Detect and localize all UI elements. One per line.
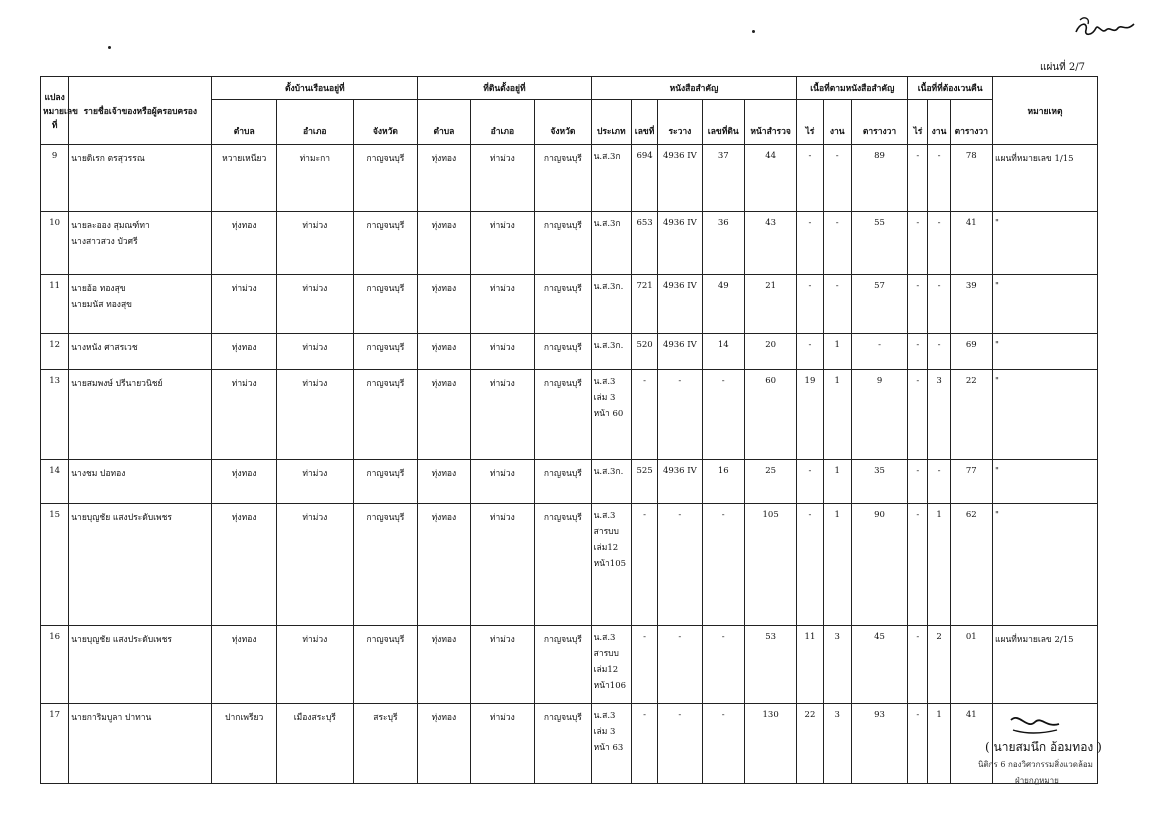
owner-name-line: นายละออง สุมณฑ์ทา xyxy=(71,221,150,232)
doc-type-line: น.ส.3 xyxy=(593,511,616,522)
table-row xyxy=(41,369,1098,459)
res-amphoe-cell: ท่าม่วง xyxy=(276,460,353,504)
res-tambon-cell: ท่าม่วง xyxy=(212,369,277,459)
res-tambon-cell: ทุ่งทอง xyxy=(212,504,277,626)
doc-land-no-cell: 49 xyxy=(702,275,744,334)
doc-type-line: น.ส.3 xyxy=(593,376,616,387)
doc-survey-page-cell: 25 xyxy=(744,460,796,504)
area-doc-rai-cell: - xyxy=(797,504,823,626)
doc-sheet-cell: - xyxy=(658,626,702,704)
owner-name-line: นายบุญชัย แสงประดับเพชร xyxy=(71,513,172,524)
table-row xyxy=(41,460,1098,504)
area-doc-sq-wa-cell: 89 xyxy=(851,145,907,212)
area-doc-sq-wa-cell: 9 xyxy=(851,369,907,459)
owner-name-cell xyxy=(69,704,212,784)
plot-no-cell: 14 xyxy=(41,460,69,504)
doc-number-cell: 721 xyxy=(631,275,657,334)
land-tambon-cell: ทุ่งทอง xyxy=(418,145,470,212)
doc-sheet-cell: 4936 IV xyxy=(658,334,702,370)
doc-type-line: เล่ม 3 xyxy=(593,727,616,738)
doc-type-line: น.ส.3ก xyxy=(593,152,621,162)
area-doc-sq-wa-cell: 35 xyxy=(851,460,907,504)
area-acq-sq-wa-cell: 77 xyxy=(950,460,992,504)
land-amphoe-cell: ท่าม่วง xyxy=(470,275,535,334)
doc-land-no-cell: - xyxy=(702,504,744,626)
scan-speck xyxy=(108,46,111,49)
area-doc-rai-cell: 11 xyxy=(797,626,823,704)
doc-survey-page-cell: 60 xyxy=(744,369,796,459)
land-amphoe-cell: ท่าม่วง xyxy=(470,369,535,459)
doc-type-line: หน้า105 xyxy=(593,559,627,570)
owner-name-line: นายบุญชัย แสงประดับเพชร xyxy=(71,635,172,646)
res-tambon-cell: ทุ่งทอง xyxy=(212,212,277,275)
area-doc-rai-cell: - xyxy=(797,334,823,370)
doc-number-cell: 520 xyxy=(631,334,657,370)
doc-land-no-cell: - xyxy=(702,626,744,704)
res-tambon-cell: ทุ่งทอง xyxy=(212,334,277,370)
owner-name-line: นางหนัง ศาสรเวช xyxy=(71,343,138,354)
col-area-doc-ngan: งาน xyxy=(823,100,851,145)
land-changwat-cell: กาญจนบุรี xyxy=(535,212,591,275)
doc-sheet-cell: - xyxy=(658,369,702,459)
area-acq-ngan-cell: 3 xyxy=(928,369,950,459)
plot-no-cell: 9 xyxy=(41,145,69,212)
doc-type-cell xyxy=(591,626,631,704)
land-amphoe-cell: ท่าม่วง xyxy=(470,334,535,370)
land-changwat-cell: กาญจนบุรี xyxy=(535,369,591,459)
col-owner: รายชื่อเจ้าของหรือผู้ครอบครอง xyxy=(69,77,212,145)
doc-type-line: น.ส.3 xyxy=(593,711,616,722)
res-tambon-cell: ท่าม่วง xyxy=(212,275,277,334)
land-amphoe-cell: ท่าม่วง xyxy=(470,704,535,784)
area-acq-ngan-cell: - xyxy=(928,275,950,334)
res-amphoe-cell: ท่าม่วง xyxy=(276,212,353,275)
owner-name-cell xyxy=(69,369,212,459)
res-changwat-cell: กาญจนบุรี xyxy=(353,369,418,459)
res-changwat-cell: กาญจนบุรี xyxy=(353,212,418,275)
res-amphoe-cell: ท่าม่วง xyxy=(276,275,353,334)
doc-land-no-cell: - xyxy=(702,704,744,784)
col-area-acq-sq-wa: ตารางวา xyxy=(950,100,992,145)
area-acq-rai-cell: - xyxy=(908,334,928,370)
plot-no-cell: 13 xyxy=(41,369,69,459)
table-row xyxy=(41,275,1098,334)
doc-type-line: สารบบ xyxy=(593,649,619,660)
area-doc-ngan-cell: - xyxy=(823,145,851,212)
plot-no-cell: 17 xyxy=(41,704,69,784)
remark-cell: " xyxy=(992,334,1097,370)
doc-type-line: น.ส.3ก. xyxy=(593,282,624,293)
res-tambon-cell: ปากเพรียว xyxy=(212,704,277,784)
land-tambon-cell: ทุ่งทอง xyxy=(418,504,470,626)
owner-name-cell xyxy=(69,212,212,275)
doc-sheet-cell: 4936 IV xyxy=(658,275,702,334)
area-doc-ngan-cell: 3 xyxy=(823,704,851,784)
owner-name-cell xyxy=(69,460,212,504)
area-doc-ngan-cell: 1 xyxy=(823,334,851,370)
remark-cell: " xyxy=(992,369,1097,459)
land-amphoe-cell: ท่าม่วง xyxy=(470,460,535,504)
owner-name-cell xyxy=(69,145,212,212)
area-doc-rai-cell: - xyxy=(797,460,823,504)
col-area-doc-rai: ไร่ xyxy=(797,100,823,145)
col-doc-sheet: ระวาง xyxy=(658,100,702,145)
area-acq-sq-wa-cell: 01 xyxy=(950,626,992,704)
res-changwat-cell: กาญจนบุรี xyxy=(353,334,418,370)
remark-cell: " xyxy=(992,212,1097,275)
area-doc-rai-cell: - xyxy=(797,275,823,334)
area-doc-ngan-cell: 1 xyxy=(823,460,851,504)
doc-survey-page-cell: 44 xyxy=(744,145,796,212)
owner-name-line: นายสมพงษ์ ปรีนายวนิชย์ xyxy=(71,378,163,389)
col-res-tambon: ตำบล xyxy=(212,100,277,145)
doc-survey-page-cell: 105 xyxy=(744,504,796,626)
land-expropriation-table xyxy=(40,76,1098,784)
res-tambon-cell: ทุ่งทอง xyxy=(212,460,277,504)
owner-name-cell xyxy=(69,504,212,626)
doc-sheet-cell: 4936 IV xyxy=(658,212,702,275)
col-plot-no: แปลงหมายเลขที่ xyxy=(41,77,69,145)
doc-type-cell xyxy=(591,275,631,334)
res-changwat-cell: สระบุรี xyxy=(353,704,418,784)
doc-land-no-cell: 37 xyxy=(702,145,744,212)
area-doc-ngan-cell: 1 xyxy=(823,504,851,626)
land-changwat-cell: กาญจนบุรี xyxy=(535,145,591,212)
signatory-department: ฝ่ายกฎหมาย xyxy=(1015,776,1059,785)
doc-sheet-cell: - xyxy=(658,704,702,784)
res-amphoe-cell: ท่าม่วง xyxy=(276,369,353,459)
land-tambon-cell: ทุ่งทอง xyxy=(418,369,470,459)
area-doc-ngan-cell: - xyxy=(823,275,851,334)
area-acq-sq-wa-cell: 78 xyxy=(950,145,992,212)
land-amphoe-cell: ท่าม่วง xyxy=(470,145,535,212)
area-doc-ngan-cell: - xyxy=(823,212,851,275)
area-doc-rai-cell: - xyxy=(797,145,823,212)
area-acq-rai-cell: - xyxy=(908,460,928,504)
area-acq-sq-wa-cell: 22 xyxy=(950,369,992,459)
col-area-acq-ngan: งาน xyxy=(928,100,950,145)
owner-name-line: นางสาวสวง บัวศรี xyxy=(71,237,138,248)
col-area-doc-sq-wa: ตารางวา xyxy=(851,100,907,145)
col-land-changwat: จังหวัด xyxy=(535,100,591,145)
doc-type-line: หน้า 63 xyxy=(593,743,624,754)
col-group-area-acquire: เนื้อที่ที่ต้องเวนคืน xyxy=(908,77,993,100)
doc-land-no-cell: 36 xyxy=(702,212,744,275)
remark-cell: " xyxy=(992,275,1097,334)
doc-number-cell: - xyxy=(631,704,657,784)
area-doc-sq-wa-cell: 90 xyxy=(851,504,907,626)
res-tambon-cell: ทุ่งทอง xyxy=(212,626,277,704)
table-row xyxy=(41,212,1098,275)
area-acq-sq-wa-cell: 41 xyxy=(950,704,992,784)
area-acq-sq-wa-cell: 62 xyxy=(950,504,992,626)
plot-no-cell: 15 xyxy=(41,504,69,626)
area-doc-sq-wa-cell: 45 xyxy=(851,626,907,704)
doc-type-line: น.ส.3ก xyxy=(593,219,621,230)
area-acq-sq-wa-cell: 41 xyxy=(950,212,992,275)
owner-name-line: นายดิเรก ตรสุวรรณ xyxy=(71,154,145,164)
plot-no-cell: 16 xyxy=(41,626,69,704)
land-changwat-cell: กาญจนบุรี xyxy=(535,334,591,370)
col-group-area-document: เนื้อที่ตามหนังสือสำคัญ xyxy=(797,77,908,100)
doc-type-line: เล่ม12 xyxy=(593,543,619,554)
col-res-amphoe: อำเภอ xyxy=(276,100,353,145)
signatory-name: ( นายสมนึก อ้อมทอง ) xyxy=(985,740,1102,754)
land-amphoe-cell: ท่าม่วง xyxy=(470,212,535,275)
owner-name-line: นายอ้อ ทองสุข xyxy=(71,284,126,295)
remark-cell: แผนที่หมายเลข 1/15 xyxy=(992,145,1097,212)
area-doc-sq-wa-cell: 55 xyxy=(851,212,907,275)
doc-type-line: น.ส.3ก. xyxy=(593,467,624,478)
land-tambon-cell: ทุ่งทอง xyxy=(418,626,470,704)
plot-no-cell: 12 xyxy=(41,334,69,370)
col-doc-survey-page: หน้าสำรวจ xyxy=(744,100,796,145)
res-changwat-cell: กาญจนบุรี xyxy=(353,504,418,626)
doc-survey-page-cell: 43 xyxy=(744,212,796,275)
col-res-changwat: จังหวัด xyxy=(353,100,418,145)
signature-mark xyxy=(1005,708,1065,738)
area-doc-rai-cell: 19 xyxy=(797,369,823,459)
area-acq-ngan-cell: - xyxy=(928,212,950,275)
col-area-acq-rai: ไร่ xyxy=(908,100,928,145)
doc-type-line: น.ส.3ก. xyxy=(593,341,624,352)
area-acq-sq-wa-cell: 69 xyxy=(950,334,992,370)
res-amphoe-cell: ท่ามะกา xyxy=(276,145,353,212)
area-acq-rai-cell: - xyxy=(908,275,928,334)
area-acq-ngan-cell: 1 xyxy=(928,704,950,784)
area-acq-rai-cell: - xyxy=(908,704,928,784)
col-doc-number: เลขที่ xyxy=(631,100,657,145)
remark-cell: แผนที่หมายเลข 2/15 xyxy=(992,626,1097,704)
doc-sheet-cell: 4936 IV xyxy=(658,145,702,212)
land-tambon-cell: ทุ่งทอง xyxy=(418,334,470,370)
area-acq-ngan-cell: 2 xyxy=(928,626,950,704)
remark-cell: " xyxy=(992,460,1097,504)
area-doc-sq-wa-cell: 93 xyxy=(851,704,907,784)
area-acq-rai-cell: - xyxy=(908,369,928,459)
area-acq-rai-cell: - xyxy=(908,504,928,626)
table-row xyxy=(41,626,1098,704)
area-acq-rai-cell: - xyxy=(908,212,928,275)
land-changwat-cell: กาญจนบุรี xyxy=(535,704,591,784)
doc-number-cell: 653 xyxy=(631,212,657,275)
doc-type-cell xyxy=(591,145,631,212)
col-group-land-location: ที่ดินตั้งอยู่ที่ xyxy=(418,77,591,100)
doc-land-no-cell: 16 xyxy=(702,460,744,504)
col-land-tambon: ตำบล xyxy=(418,100,470,145)
area-doc-sq-wa-cell: 57 xyxy=(851,275,907,334)
area-doc-ngan-cell: 1 xyxy=(823,369,851,459)
doc-survey-page-cell: 20 xyxy=(744,334,796,370)
doc-type-line: สารบบ xyxy=(593,527,619,538)
doc-type-line: เล่ม12 xyxy=(593,665,619,676)
doc-land-no-cell: - xyxy=(702,369,744,459)
doc-type-cell xyxy=(591,460,631,504)
land-changwat-cell: กาญจนบุรี xyxy=(535,460,591,504)
doc-number-cell: - xyxy=(631,369,657,459)
doc-type-cell xyxy=(591,504,631,626)
doc-number-cell: - xyxy=(631,626,657,704)
table-row xyxy=(41,504,1098,626)
area-acq-ngan-cell: 1 xyxy=(928,504,950,626)
remark-cell: " xyxy=(992,504,1097,626)
doc-sheet-cell: 4936 IV xyxy=(658,460,702,504)
doc-type-line: น.ส.3 xyxy=(593,633,616,644)
area-acq-ngan-cell: - xyxy=(928,145,950,212)
doc-type-line: หน้า106 xyxy=(593,681,627,692)
res-changwat-cell: กาญจนบุรี xyxy=(353,275,418,334)
land-changwat-cell: กาญจนบุรี xyxy=(535,275,591,334)
plot-no-cell: 11 xyxy=(41,275,69,334)
area-acq-sq-wa-cell: 39 xyxy=(950,275,992,334)
land-tambon-cell: ทุ่งทอง xyxy=(418,460,470,504)
res-changwat-cell: กาญจนบุรี xyxy=(353,460,418,504)
area-acq-rai-cell: - xyxy=(908,145,928,212)
res-amphoe-cell: ท่าม่วง xyxy=(276,504,353,626)
doc-type-cell xyxy=(591,704,631,784)
doc-number-cell: 525 xyxy=(631,460,657,504)
col-group-residence: ตั้งบ้านเรือนอยู่ที่ xyxy=(212,77,418,100)
area-acq-rai-cell: - xyxy=(908,626,928,704)
table-row xyxy=(41,145,1098,212)
land-changwat-cell: กาญจนบุรี xyxy=(535,626,591,704)
sheet-number: แผ่นที่ 2/7 xyxy=(1040,62,1086,73)
owner-name-cell xyxy=(69,626,212,704)
area-doc-ngan-cell: 3 xyxy=(823,626,851,704)
doc-type-cell xyxy=(591,334,631,370)
area-doc-sq-wa-cell: - xyxy=(851,334,907,370)
res-amphoe-cell: ท่าม่วง xyxy=(276,334,353,370)
doc-number-cell: 694 xyxy=(631,145,657,212)
owner-name-line: นายมนัส ทองสุข xyxy=(71,300,132,311)
table-row xyxy=(41,334,1098,370)
doc-type-cell xyxy=(591,369,631,459)
res-changwat-cell: กาญจนบุรี xyxy=(353,626,418,704)
land-changwat-cell: กาญจนบุรี xyxy=(535,504,591,626)
col-remark: หมายเหตุ xyxy=(992,77,1097,145)
owner-name-line: นางชม ปอทอง xyxy=(71,469,126,480)
area-doc-rai-cell: - xyxy=(797,212,823,275)
area-acq-ngan-cell: - xyxy=(928,460,950,504)
plot-no-cell: 10 xyxy=(41,212,69,275)
doc-survey-page-cell: 130 xyxy=(744,704,796,784)
land-amphoe-cell: ท่าม่วง xyxy=(470,504,535,626)
initials-signature xyxy=(1070,14,1140,44)
land-tambon-cell: ทุ่งทอง xyxy=(418,212,470,275)
doc-type-cell xyxy=(591,212,631,275)
table-row xyxy=(41,704,1098,784)
land-tambon-cell: ทุ่งทอง xyxy=(418,704,470,784)
land-amphoe-cell: ท่าม่วง xyxy=(470,626,535,704)
col-doc-type: ประเภท xyxy=(591,100,631,145)
doc-type-line: เล่ม 3 xyxy=(593,392,616,403)
col-doc-land-no: เลขที่ดิน xyxy=(702,100,744,145)
col-land-amphoe: อำเภอ xyxy=(470,100,535,145)
res-changwat-cell: กาญจนบุรี xyxy=(353,145,418,212)
owner-name-cell xyxy=(69,334,212,370)
land-tambon-cell: ทุ่งทอง xyxy=(418,275,470,334)
doc-sheet-cell: - xyxy=(658,504,702,626)
doc-type-line: หน้า 60 xyxy=(593,408,624,419)
doc-survey-page-cell: 21 xyxy=(744,275,796,334)
scan-speck xyxy=(752,30,755,33)
doc-land-no-cell: 14 xyxy=(702,334,744,370)
col-group-document: หนังสือสำคัญ xyxy=(591,77,797,100)
owner-name-line: นายการิมบูลา ปาทาน xyxy=(71,713,152,724)
owner-name-cell xyxy=(69,275,212,334)
area-acq-ngan-cell: - xyxy=(928,334,950,370)
doc-number-cell: - xyxy=(631,504,657,626)
area-doc-rai-cell: 22 xyxy=(797,704,823,784)
res-amphoe-cell: เมืองสระบุรี xyxy=(276,704,353,784)
res-amphoe-cell: ท่าม่วง xyxy=(276,626,353,704)
table-body xyxy=(41,145,1098,784)
res-tambon-cell: หวายเหนียว xyxy=(212,145,277,212)
doc-survey-page-cell: 53 xyxy=(744,626,796,704)
signatory-role: นิติกร 6 กองวิศวกรรมสิ่งแวดล้อม xyxy=(978,760,1093,769)
